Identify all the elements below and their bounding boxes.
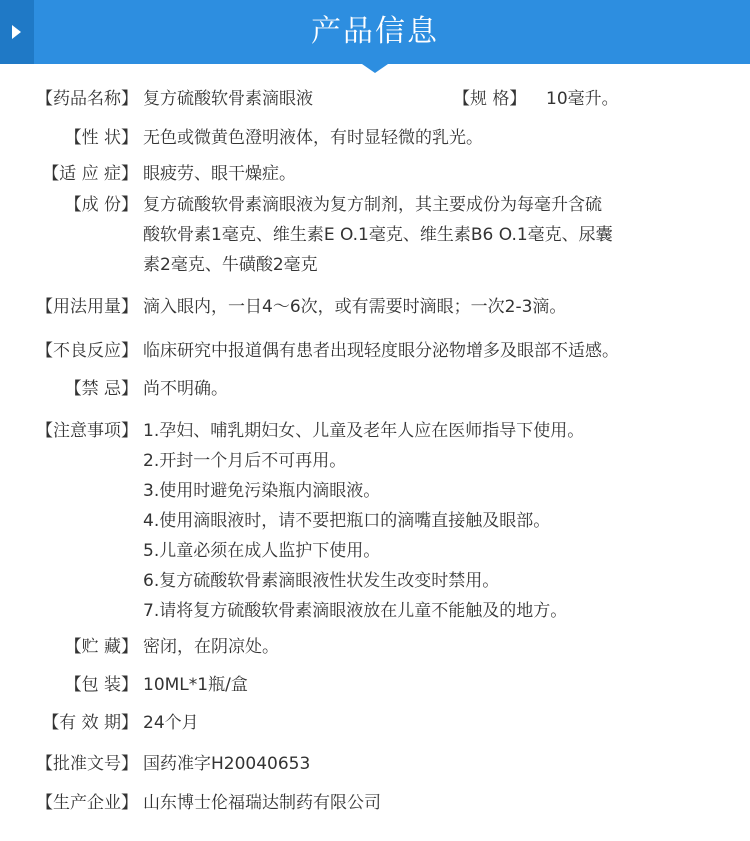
field-label: 【性 状】 xyxy=(64,128,138,148)
field-label: 【生产企业】 xyxy=(36,793,138,813)
field-value: 尚不明确。 xyxy=(143,379,228,399)
ingredients-line: 酸软骨素1毫克、维生素E O.1毫克、维生素B6 O.1毫克、尿囊 xyxy=(143,225,613,245)
field-value: 山东博士伦福瑞达制药有限公司 xyxy=(143,793,381,813)
precaution-item: 2.开封一个月后不可再用。 xyxy=(143,451,347,471)
field-value: 国药准字H20040653 xyxy=(143,754,311,774)
field-label: 【用法用量】 xyxy=(36,297,138,317)
header-bar xyxy=(0,0,750,64)
field-value: 滴入眼内，一日4～6次，或有需要时滴眼；一次2-3滴。 xyxy=(143,297,567,317)
field-label: 【药品名称】 xyxy=(36,89,138,109)
field-value xyxy=(143,190,743,280)
field-value: 临床研究中报道偶有患者出现轻度眼分泌物增多及眼部不适感。 xyxy=(143,341,619,361)
page-title: 产品信息 xyxy=(311,14,439,49)
field-value: 眼疲劳、眼干燥症。 xyxy=(143,164,296,184)
field-label: 【批准文号】 xyxy=(36,754,138,774)
field-value: 10ML*1瓶/盒 xyxy=(143,675,248,695)
field-label: 【成 份】 xyxy=(64,195,138,215)
field-label: 【有 效 期】 xyxy=(42,713,138,733)
field-label: 【注意事项】 xyxy=(36,421,138,441)
field-label: 【不良反应】 xyxy=(36,341,138,361)
field-label: 【贮 藏】 xyxy=(64,637,138,657)
precaution-item: 5.儿童必须在成人监护下使用。 xyxy=(143,541,381,561)
field-label: 【包 装】 xyxy=(64,675,138,695)
ingredients-line: 复方硫酸软骨素滴眼液为复方制剂，其主要成份为每毫升含硫 xyxy=(143,195,602,215)
field-value: 密闭，在阴凉处。 xyxy=(143,637,279,657)
field-value: 24个月 xyxy=(143,713,199,733)
precaution-item: 7.请将复方硫酸软骨素滴眼液放在儿童不能触及的地方。 xyxy=(143,601,568,621)
ingredients-line: 素2毫克、牛磺酸2毫克 xyxy=(143,255,318,275)
field-value: 复方硫酸软骨素滴眼液 xyxy=(143,89,313,109)
precaution-item: 3.使用时避免污染瓶内滴眼液。 xyxy=(143,481,381,501)
precaution-item: 1.孕妇、哺乳期妇女、儿童及老年人应在医师指导下使用。 xyxy=(143,421,585,441)
precaution-item: 6.复方硫酸软骨素滴眼液性状发生改变时禁用。 xyxy=(143,571,500,591)
precaution-item: 4.使用滴眼液时，请不要把瓶口的滴嘴直接触及眼部。 xyxy=(143,511,551,531)
field-label-spec: 【规 格】 xyxy=(453,89,527,109)
field-value: 无色或微黄色澄明液体，有时显轻微的乳光。 xyxy=(143,128,483,148)
field-label: 【禁 忌】 xyxy=(64,379,138,399)
field-value xyxy=(143,416,743,626)
field-value-spec: 10毫升。 xyxy=(546,89,619,109)
header-notch xyxy=(362,64,388,73)
field-label: 【适 应 症】 xyxy=(42,164,138,184)
